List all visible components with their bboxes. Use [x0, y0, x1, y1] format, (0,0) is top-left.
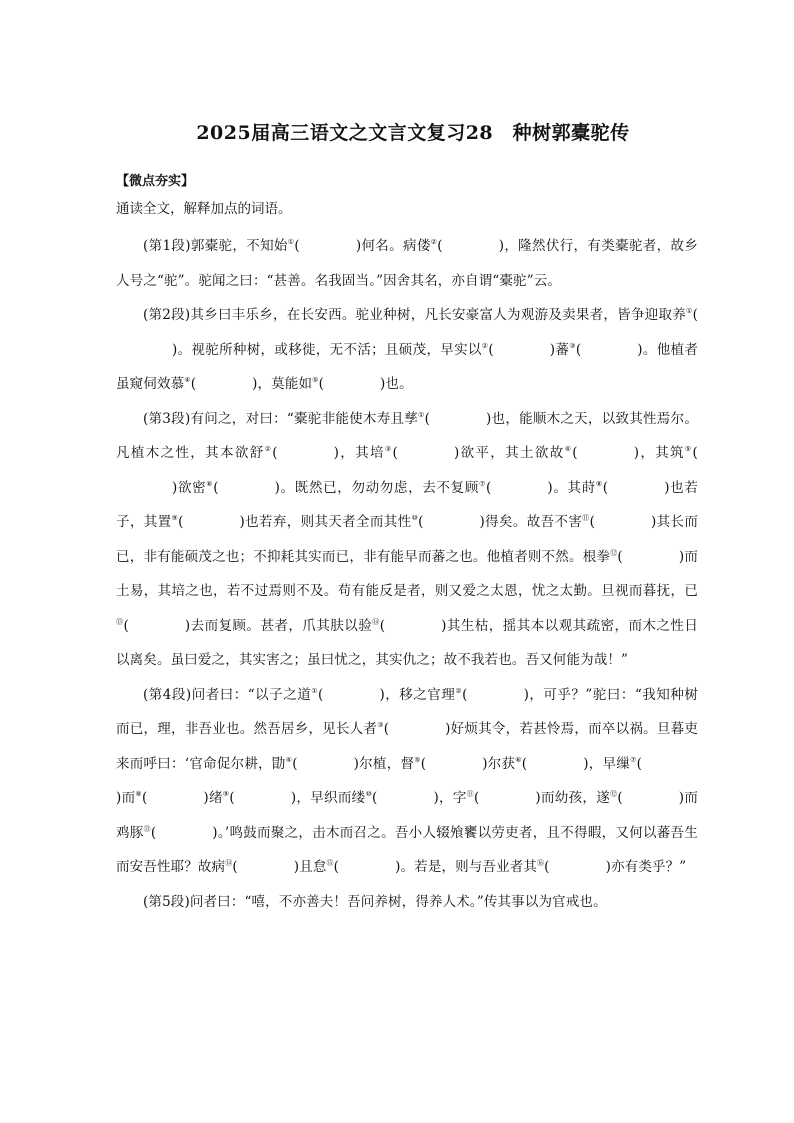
answer-blank[interactable]: () [172, 445, 698, 496]
passage-text: 绪 [208, 790, 223, 806]
passage-text: 尔获 [487, 755, 516, 772]
footnote-number: ③ [569, 341, 576, 350]
answer-blank[interactable]: ( ) [488, 341, 556, 358]
passage-text: ，移之官理 [384, 686, 456, 703]
passage-text: 也。 [385, 376, 413, 392]
passage-text: (第2段)其乡曰丰乐乡，在长安西。驼业种树，凡长安豪富人为观游及卖果者，皆争迎取养 [143, 307, 687, 323]
passage-text: 去而复顾。甚者，爪其肤以验 [190, 617, 373, 634]
passage-text: 也若子，其置 [116, 479, 698, 530]
passage-text: 而土易，其培之也，若不过焉则不及。苟有能反是者，则又爱之太恩，忧之太勤。旦视而暮抚，已 [116, 548, 698, 599]
footnote-number: ⑫ [610, 548, 618, 557]
passage-text: 尔植，督 [359, 755, 415, 772]
answer-blank[interactable]: () [116, 755, 642, 806]
paragraph-4 [116, 678, 698, 885]
footnote-number: ⑤ [414, 755, 421, 764]
footnote-number: ⑫ [610, 790, 618, 798]
answer-blank[interactable]: ( ) [178, 514, 245, 530]
footnote-number: ② [430, 238, 438, 246]
footnote-number: ⑥ [206, 479, 214, 488]
footnote-number: ⑤ [312, 376, 319, 384]
passage-text: 。视驼所种树，或移徙，无不活；且硕茂，早实以 [177, 341, 482, 358]
passage-text: ，早织而缕 [296, 790, 366, 806]
answer-blank[interactable]: ( ) [372, 790, 439, 806]
footnote-number: ⑨ [171, 514, 179, 522]
passage-text: 。既然已，勿动勿虑，去不复顾 [280, 479, 479, 496]
answer-blank[interactable]: ( ) [318, 686, 385, 703]
footnote-number: ⑪ [466, 790, 474, 798]
answer-blank[interactable]: ( ) [589, 514, 657, 530]
passage-text: 也，能顺木之天，以致其性焉尔。凡植木之性，其本欲舒 [116, 410, 699, 461]
passage-text: 其生枯，摇其本以观其疏密，而木之性日以离矣。虽曰爱之，其实害之；虽曰忧之，其实仇之；故不我若也。吾又何能为哉！” [116, 617, 699, 668]
passage-text: ，隆然伏行，有类橐驼者，故乡人号之“驼”。驼闻之曰：“甚善。名我固当。”因舍其名，亦自谓“橐驼”云。 [116, 238, 698, 289]
answer-blank[interactable]: ( ) [229, 790, 297, 806]
footnote-number: ⑨ [222, 790, 230, 798]
answer-blank[interactable]: ( ) [292, 755, 360, 772]
footnote-number: ② [481, 341, 489, 350]
footnote-number: ⑧ [595, 479, 603, 488]
footnote-number: ① [686, 307, 693, 315]
answer-blank[interactable]: ( ) [123, 617, 191, 634]
footnote-number: ① [418, 410, 425, 419]
answer-blank[interactable]: ( ) [418, 514, 485, 530]
paragraph-1 [116, 229, 698, 298]
passage-text: 好烦其令，若甚怜焉，而卒以祸。旦暮吏来而呼曰：‘官命促尔耕，勖 [116, 721, 698, 772]
passage-text: 亦有类乎？” [611, 859, 687, 875]
passage-text: (第5段)问者曰：“嘻，不亦善夫！吾问养树，得养人术。”传其事以为官戒也。 [143, 893, 607, 910]
footnote-number: ④ [184, 376, 191, 384]
answer-blank[interactable]: ( ) [383, 721, 451, 737]
footnote-number: ① [287, 238, 295, 246]
answer-blank[interactable]: ( ) [318, 376, 386, 392]
answer-blank[interactable]: ( ) [485, 479, 553, 496]
answer-blank[interactable]: ( ) [272, 445, 340, 461]
paragraph-5 [116, 885, 698, 920]
passage-text: ，莫能如 [257, 376, 313, 392]
paragraph-3 [116, 402, 698, 678]
answer-blank[interactable]: ( ) [232, 859, 300, 875]
passage-text: (第3段)有问之，对曰：“橐驼非能使木寿且孳 [143, 410, 419, 427]
answer-blank[interactable]: ( ) [392, 445, 460, 461]
answer-blank[interactable]: ( ) [213, 479, 281, 496]
footnote-number: ⑭ [225, 859, 233, 867]
document-title: 2025届高三语文之文言文复习28 种树郭橐驼传 [196, 122, 630, 144]
paragraph-2 [116, 298, 698, 402]
footnote-number: ⑬ [143, 824, 151, 833]
passage-text: 欲密 [177, 479, 207, 496]
answer-blank[interactable]: ( ) [141, 790, 209, 806]
answer-blank[interactable]: ( ) [617, 790, 685, 806]
answer-blank[interactable]: ( ) [379, 617, 447, 634]
footnote-number: ① [311, 686, 319, 695]
footnote-number: ⑩ [365, 790, 373, 798]
footnote-number: ④ [285, 755, 293, 764]
footnote-number: ② [455, 686, 463, 695]
answer-blank[interactable]: ( ) [333, 859, 401, 875]
passage-text: (第1段)郭橐驼，不知始 [143, 238, 288, 254]
answer-blank[interactable]: ( ) [424, 410, 492, 427]
footnote-number: ⑦ [479, 479, 486, 488]
answer-blank[interactable]: ( ) [617, 548, 685, 565]
passage-text: ，早缫 [588, 755, 631, 772]
answer-blank[interactable]: ( ) [190, 376, 258, 392]
footnote-number: ② [264, 445, 273, 453]
footnote-number: ⑮ [326, 859, 334, 867]
section-heading: 【微点夯实】 [116, 174, 195, 189]
answer-blank[interactable]: ( ) [420, 755, 488, 772]
passage-text: 。若是，则与吾业者其 [400, 859, 538, 875]
passage-text: 蕃 [555, 341, 570, 358]
passage-text: 而幼孩，遂 [540, 790, 611, 806]
passage-text: ，字 [438, 790, 467, 806]
footnote-number: ④ [564, 445, 573, 453]
answer-blank[interactable]: ( ) [521, 755, 589, 772]
instruction-text: 通读全文，解释加点的词语。 [116, 201, 292, 217]
answer-blank[interactable]: ( ) [544, 859, 612, 875]
passage-text: 。其莳 [552, 479, 596, 496]
footnote-number: ⑧ [135, 790, 142, 798]
passage-text: ，可乎？”驼曰：“我知种树而已，理，非吾业也。然吾居乡，见长人者 [116, 686, 698, 737]
answer-blank[interactable]: ( ) [575, 341, 643, 358]
passage-text: (第4段)问者曰：“以子之道 [143, 686, 312, 703]
passage-text: 。他植者虽窥伺效慕 [116, 341, 698, 392]
passage-text: 而 [121, 790, 136, 806]
footnote-number: ⑬ [116, 617, 124, 626]
footnote-number: ⑩ [411, 514, 419, 522]
passage-text: 得矣。故吾不害 [484, 514, 583, 530]
footnote-number: ③ [377, 721, 384, 729]
passage-text: 何名。病偻 [361, 238, 431, 254]
answer-blank[interactable]: ( ) [602, 479, 670, 496]
answer-blank[interactable]: () [172, 307, 698, 358]
answer-blank[interactable]: ( ) [437, 238, 505, 254]
passage-body [116, 229, 698, 919]
footnote-number: ⑭ [372, 617, 380, 626]
footnote-number: ⑥ [515, 755, 522, 764]
answer-blank[interactable]: ( ) [294, 238, 362, 254]
answer-blank[interactable]: ( ) [572, 445, 640, 461]
answer-blank[interactable]: ( ) [462, 686, 529, 703]
passage-text: 。’鸣鼓而聚之，击木而召之。吾小人辍飧饔以劳吏者，且不得暇，又何以蕃吾生而安吾性耶？故病 [116, 824, 698, 875]
passage-text: 而鸡豚 [116, 790, 698, 841]
footnote-number: ⑯ [537, 859, 545, 867]
passage-text: 也若弃，则其天者全而其性 [244, 514, 412, 530]
passage-text: ，其筑 [639, 445, 685, 461]
answer-blank[interactable]: ( ) [473, 790, 541, 806]
passage-text: ，其培 [339, 445, 385, 461]
footnote-number: ⑤ [684, 445, 693, 453]
passage-text: 且怠 [299, 859, 327, 875]
footnote-number: ③ [384, 445, 393, 453]
footnote-number: ⑪ [582, 514, 590, 522]
passage-text: 欲平，其土欲故 [459, 445, 565, 461]
passage-text: 其长而已，非有能硕茂之也；不抑耗其实而已，非有能早而蕃之也。他植者则不然。根拳 [116, 514, 698, 565]
footnote-number: ⑦ [630, 755, 637, 764]
answer-blank[interactable]: ( ) [150, 824, 218, 841]
